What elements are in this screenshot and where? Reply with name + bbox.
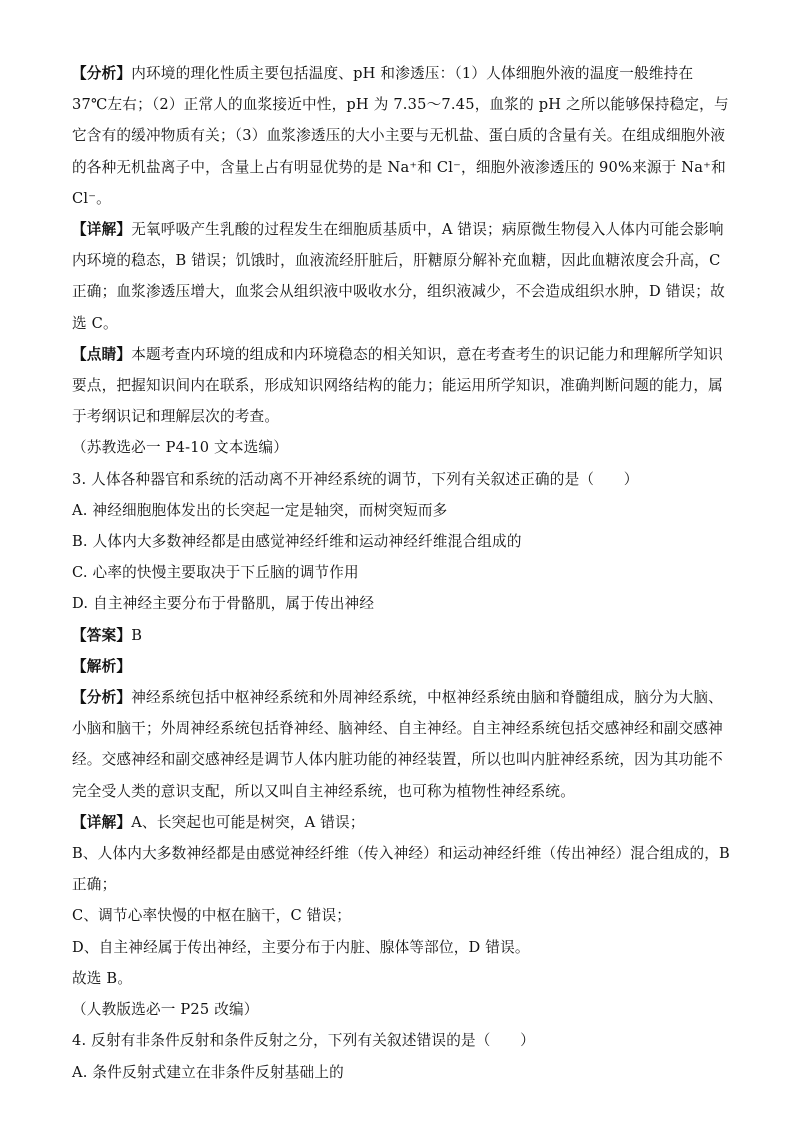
source-note-2: （人教版选必一 P25 改编）	[72, 1001, 259, 1019]
answer-line	[72, 620, 732, 651]
answer-tag: 【答案】	[72, 626, 132, 644]
source-note-1: （苏教选必一 P4-10 文本选编）	[72, 439, 289, 457]
conclusion-line: 故选 B。	[72, 969, 133, 987]
comment-tag: 【点睛】	[72, 345, 132, 363]
detail-line-c: C、调节心率快慢的中枢在脑干，C 错误；	[72, 907, 352, 925]
analysis-paragraph-1	[72, 58, 732, 214]
detail-tag-2: 【详解】	[72, 813, 132, 831]
question-3-option-a: A. 神经细胞胞体发出的长突起一定是轴突，而树突短而多	[72, 501, 448, 519]
question-3-option-d: D. 自主神经主要分布于骨骼肌，属于传出神经	[72, 595, 375, 613]
comment-text: 本题考查内环境的组成和内环境稳态的相关知识，意在考查考生的识记能力和理解所学知识要点，把握知识间内在联系，形成知识网络结构的能力；能运用所学知识，准确判断问题的能力，属于考纲识记和理解层次的考查。	[72, 345, 723, 426]
question-4-stem: 4. 反射有非条件反射和条件反射之分，下列有关叙述错误的是（ ）	[72, 1032, 535, 1050]
document-page	[72, 58, 732, 1088]
detail-line-a	[72, 807, 732, 838]
detail-text: 无氧呼吸产生乳酸的过程发生在细胞质基质中，A 错误；病原微生物侵入人体内可能会影响内环境的稳态，B 错误；饥饿时，血液流经肝脏后，肝糖原分解补充血糖，因此血糖浓度会升高，C 正确；血浆渗透压增大，血浆会从组织液中吸收水分，组织液减少，不会造成组织水肿，D 错误；故选 C。	[72, 221, 725, 332]
question-3-option-c: C. 心率的快慢主要取决于下丘脑的调节作用	[72, 564, 359, 582]
answer-value: B	[131, 626, 143, 644]
analysis-tag: 【分析】	[72, 65, 132, 82]
detail-text-a: A、长突起也可能是树突，A 错误；	[131, 813, 365, 831]
explanation-heading: 【解析】	[72, 657, 132, 675]
detail-line-d: D、自主神经属于传出神经，主要分布于内脏、腺体等部位，D 错误。	[72, 938, 530, 956]
detail-line-b: B、人体内大多数神经都是由感觉神经纤维（传入神经）和运动神经纤维（传出神经）混合组成的，B 正确；	[72, 845, 730, 894]
question-3-stem: 3. 人体各种器官和系统的活动离不开神经系统的调节，下列有关叙述正确的是（ ）	[72, 470, 639, 488]
detail-tag: 【详解】	[72, 221, 132, 239]
analysis-text-2: 神经系统包括中枢神经系统和外周神经系统，中枢神经系统由脑和脊髓组成，脑分为大脑、小脑和脑干；外周神经系统包括脊神经、脑神经、自主神经。自主神经系统包括交感神经和副交感神经。交感神经和副交感神经是调节人体内脏功能的神经装置，所以也叫内脏神经系统，因为其功能不完全受人类的意识支配，所以又叫自主神经系统，也可称为植物性神经系统。	[72, 689, 723, 800]
analysis-tag-2: 【分析】	[72, 689, 132, 707]
comment-paragraph	[72, 339, 732, 433]
question-4-option-a: A. 条件反射式建立在非条件反射基础上的	[72, 1063, 344, 1081]
detail-paragraph-1	[72, 214, 732, 339]
analysis-paragraph-2	[72, 682, 732, 807]
analysis-text: 内环境的理化性质主要包括温度、pH 和渗透压：（1）人体细胞外液的温度一般维持在 37℃左右；（2）正常人的血浆接近中性，pH 为 7.35～7.45，血浆的 pH 之所以能够保持稳定，与它含有的缓冲物质有关；（3）血浆渗透压的大小主要与无机盐、蛋白质的含量有关。在组成细胞外液的各种无机盐离子中，含量上占有明显优势的是 Na⁺和 Cl⁻，细胞外液渗透压的 90%来源于 Na⁺和 Cl⁻。	[72, 65, 729, 207]
question-3-option-b: B. 人体内大多数神经都是由感觉神经纤维和运动神经纤维混合组成的	[72, 533, 522, 551]
